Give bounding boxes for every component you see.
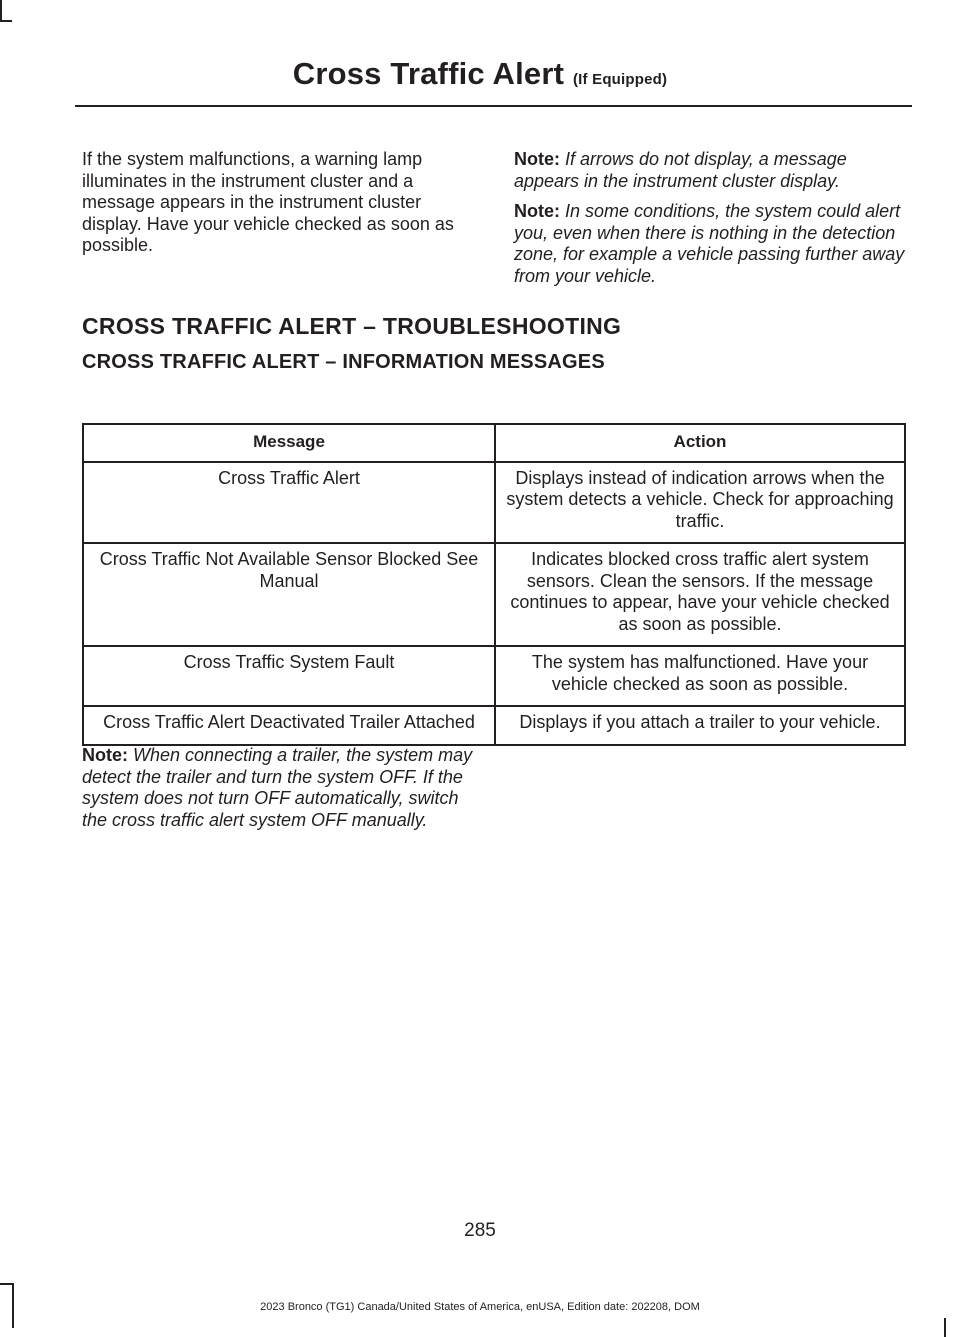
table-row bbox=[83, 462, 905, 544]
page-title: Cross Traffic Alert bbox=[292, 56, 565, 91]
note-arrows bbox=[514, 149, 909, 192]
page-footer: 2023 Bronco (TG1) Canada/United States of America, enUSA, Edition date: 202208, DOM bbox=[260, 1301, 700, 1313]
crop-mark-bottom-right bbox=[944, 1318, 946, 1337]
note-text: If arrows do not display, a message appears in the instrument cluster display. bbox=[514, 149, 847, 191]
table-row bbox=[83, 706, 905, 745]
message-cell: Cross Traffic System Fault bbox=[83, 646, 495, 706]
message-cell: Cross Traffic Alert Deactivated Trailer Attached bbox=[83, 706, 495, 745]
right-column bbox=[514, 149, 909, 296]
page-header bbox=[0, 54, 960, 100]
note-label: Note: bbox=[514, 149, 560, 169]
crop-mark-top-left bbox=[0, 0, 2, 22]
crop-mark-bottom-left-h bbox=[0, 1283, 14, 1285]
note-trailer bbox=[82, 745, 478, 831]
message-cell: Cross Traffic Not Available Sensor Blocked See Manual bbox=[83, 543, 495, 646]
table-header-message: Message bbox=[83, 424, 495, 462]
note-text: In some conditions, the system could alert you, even when there is nothing in the detection zone, for example a vehicle passing further away from your vehicle. bbox=[514, 201, 905, 286]
note-label: Note: bbox=[82, 745, 128, 765]
left-column bbox=[82, 149, 476, 266]
action-cell: The system has malfunctioned. Have your vehicle checked as soon as possible. bbox=[495, 646, 905, 706]
header-rule bbox=[75, 105, 912, 107]
message-cell: Cross Traffic Alert bbox=[83, 462, 495, 544]
table-header-action: Action bbox=[495, 424, 905, 462]
table-row bbox=[83, 646, 905, 706]
section-subheading: CROSS TRAFFIC ALERT – INFORMATION MESSAGES bbox=[82, 351, 605, 373]
note-text: When connecting a trailer, the system may detect the trailer and turn the system OFF. If the system does not turn OFF automatically, switch the cross traffic alert system OFF manually. bbox=[82, 745, 473, 830]
page-number: 285 bbox=[464, 1220, 496, 1241]
bottom-note bbox=[82, 745, 478, 840]
crop-mark-top-left-h bbox=[0, 20, 12, 22]
action-cell: Displays if you attach a trailer to your vehicle. bbox=[495, 706, 905, 745]
information-messages-table bbox=[82, 423, 906, 746]
page-subtitle: (If Equipped) bbox=[572, 71, 668, 88]
table-row bbox=[83, 543, 905, 646]
action-cell: Displays instead of indication arrows when the system detects a vehicle. Check for approaching traffic. bbox=[495, 462, 905, 544]
table-header-row bbox=[83, 424, 905, 462]
action-cell: Indicates blocked cross traffic alert system sensors. Clean the sensors. If the message continues to appear, have your vehicle checked as soon as possible. bbox=[495, 543, 905, 646]
note-label: Note: bbox=[514, 201, 560, 221]
malfunction-paragraph: If the system malfunctions, a warning lamp illuminates in the instrument cluster and a message appears in the instrument cluster display. Have your vehicle checked as soon as possible. bbox=[82, 149, 454, 255]
note-conditions bbox=[514, 201, 909, 287]
section-heading: CROSS TRAFFIC ALERT – TROUBLESHOOTING bbox=[82, 313, 622, 339]
